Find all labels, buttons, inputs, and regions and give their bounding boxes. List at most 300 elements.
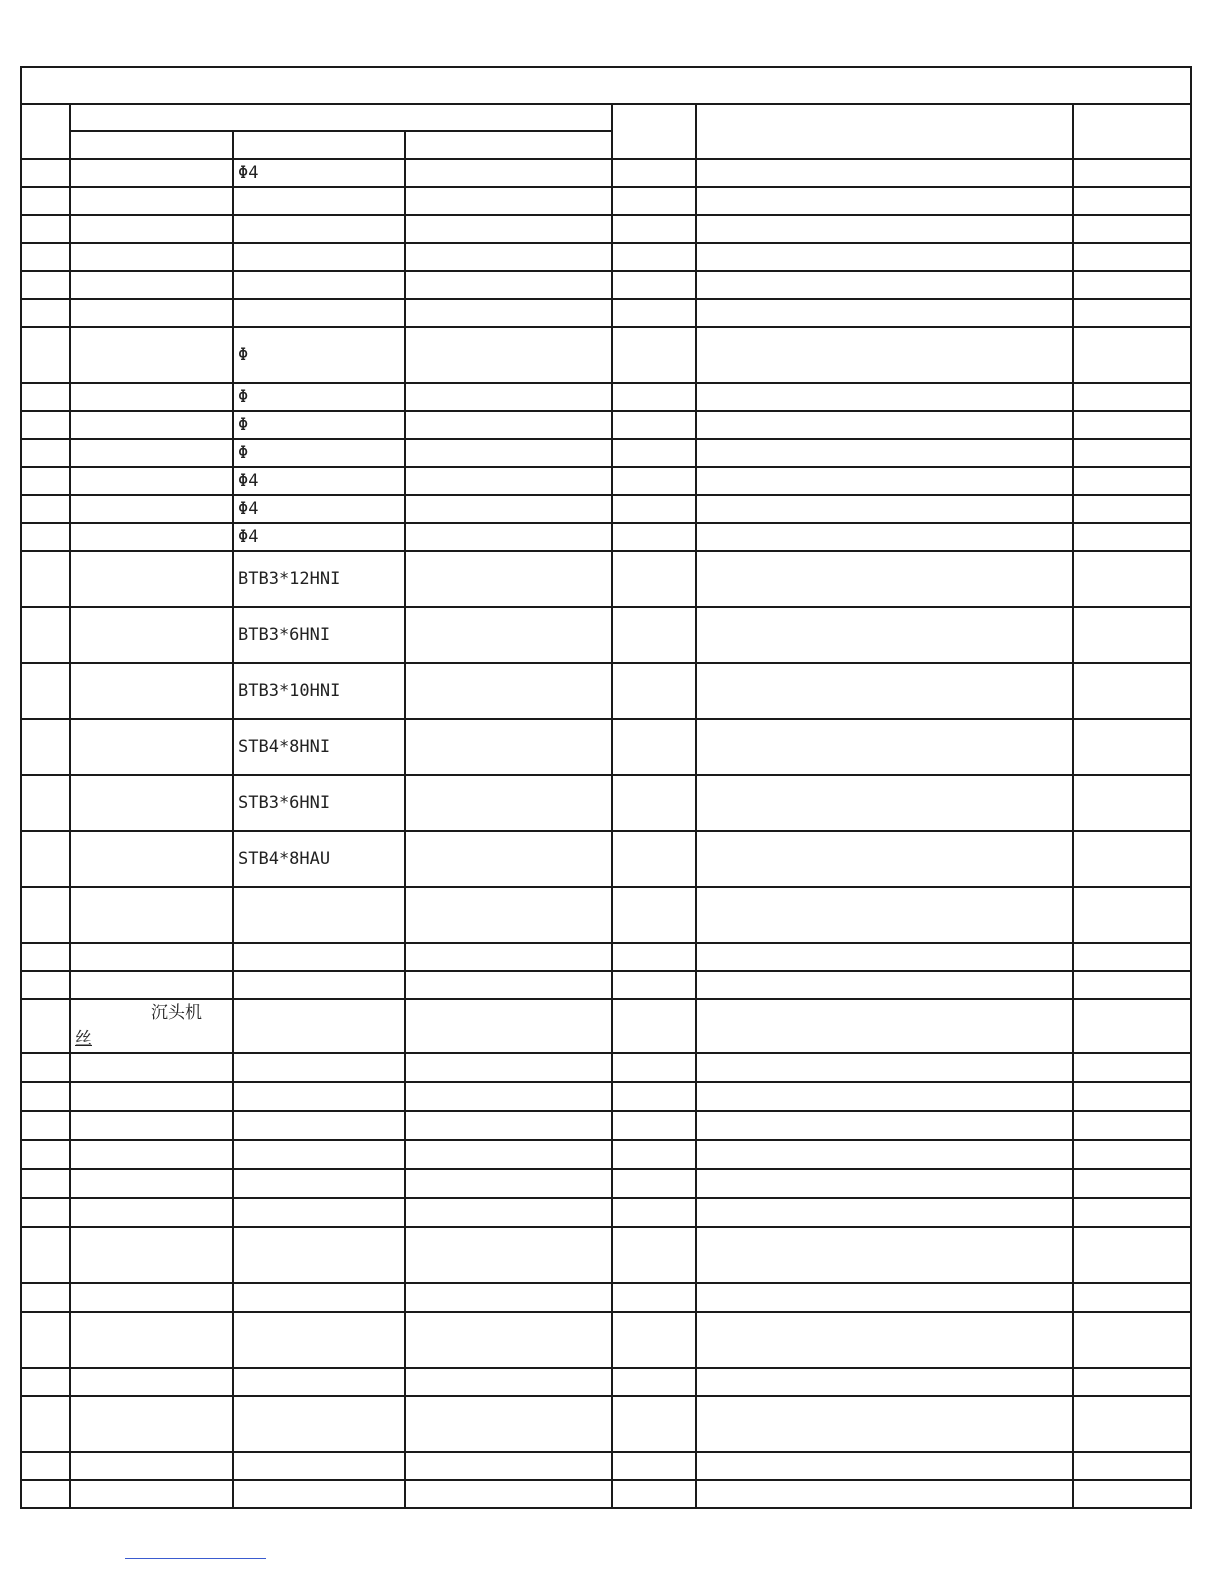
remark-cell (1073, 971, 1191, 999)
remark-cell (1073, 215, 1191, 243)
quantity-cell (612, 943, 696, 971)
table-row (21, 1312, 1191, 1368)
remark-cell (1073, 1480, 1191, 1508)
index-cell (21, 551, 70, 607)
material-cell (405, 1140, 612, 1169)
table-row (21, 1227, 1191, 1283)
name-cell (70, 215, 233, 243)
spec-cell: Φ4 (233, 159, 405, 187)
name-cell (70, 495, 233, 523)
quantity-cell (612, 1283, 696, 1312)
index-cell (21, 1480, 70, 1508)
remark-cell (1073, 383, 1191, 411)
name-cell (70, 607, 233, 663)
name-cell (70, 1198, 233, 1227)
spec-cell (233, 1480, 405, 1508)
usage-cell (696, 551, 1073, 607)
material-cell (405, 439, 612, 467)
header-material-cell (405, 131, 612, 159)
spec-cell: Φ4 (233, 495, 405, 523)
usage-cell (696, 1283, 1073, 1312)
header-group-cell (70, 104, 612, 131)
usage-cell (696, 1312, 1073, 1368)
remark-cell (1073, 1312, 1191, 1368)
material-cell (405, 159, 612, 187)
index-cell (21, 1082, 70, 1111)
index-cell (21, 1111, 70, 1140)
index-cell (21, 159, 70, 187)
material-cell (405, 551, 612, 607)
spec-cell (233, 1452, 405, 1480)
material-cell (405, 1227, 612, 1283)
header-usage-cell (696, 104, 1073, 159)
spec-cell (233, 271, 405, 299)
material-cell (405, 1368, 612, 1396)
remark-cell (1073, 1082, 1191, 1111)
usage-cell (696, 299, 1073, 327)
table-row (21, 999, 1191, 1053)
table-row (21, 943, 1191, 971)
table-row (21, 719, 1191, 775)
usage-cell (696, 831, 1073, 887)
quantity-cell (612, 523, 696, 551)
material-cell (405, 243, 612, 271)
quantity-cell (612, 1082, 696, 1111)
remark-cell (1073, 607, 1191, 663)
table-row (21, 495, 1191, 523)
quantity-cell (612, 383, 696, 411)
index-cell (21, 411, 70, 439)
spec-cell: Φ (233, 383, 405, 411)
index-cell (21, 439, 70, 467)
index-cell (21, 1053, 70, 1082)
name-cell (70, 943, 233, 971)
usage-cell (696, 439, 1073, 467)
index-cell (21, 299, 70, 327)
table-row (21, 187, 1191, 215)
table-row (21, 663, 1191, 719)
index-cell (21, 1312, 70, 1368)
usage-cell (696, 663, 1073, 719)
remark-cell (1073, 299, 1191, 327)
name-cell (70, 187, 233, 215)
usage-cell (696, 1227, 1073, 1283)
name-cell (70, 159, 233, 187)
table-title-cell (21, 67, 1191, 104)
quantity-cell (612, 999, 696, 1053)
material-cell (405, 999, 612, 1053)
header-quantity-cell (612, 104, 696, 159)
name-cell (70, 327, 233, 383)
name-cell (70, 1140, 233, 1169)
remark-cell (1073, 663, 1191, 719)
remark-cell (1073, 719, 1191, 775)
quantity-cell (612, 215, 696, 243)
spec-cell: Φ4 (233, 467, 405, 495)
quantity-cell (612, 299, 696, 327)
usage-cell (696, 383, 1073, 411)
usage-cell (696, 159, 1073, 187)
quantity-cell (612, 1140, 696, 1169)
quantity-cell (612, 411, 696, 439)
spec-cell (233, 215, 405, 243)
index-cell (21, 719, 70, 775)
material-cell (405, 1396, 612, 1452)
table-row (21, 1480, 1191, 1508)
material-cell (405, 523, 612, 551)
spec-cell: STB4*8HAU (233, 831, 405, 887)
name-cell (70, 271, 233, 299)
index-cell (21, 495, 70, 523)
material-cell (405, 1082, 612, 1111)
quantity-cell (612, 551, 696, 607)
material-cell (405, 1480, 612, 1508)
name-cell (70, 1111, 233, 1140)
spec-cell (233, 1198, 405, 1227)
usage-cell (696, 775, 1073, 831)
name-line-1: 沉头机 (151, 1003, 202, 1023)
material-cell (405, 1169, 612, 1198)
quantity-cell (612, 1198, 696, 1227)
material-cell (405, 495, 612, 523)
usage-cell (696, 1198, 1073, 1227)
spec-cell (233, 1227, 405, 1283)
table-row (21, 971, 1191, 999)
material-cell (405, 271, 612, 299)
remark-cell (1073, 439, 1191, 467)
usage-cell (696, 1396, 1073, 1452)
header-spec-cell (233, 131, 405, 159)
index-cell (21, 243, 70, 271)
index-cell (21, 1227, 70, 1283)
spec-cell (233, 943, 405, 971)
remark-cell (1073, 1140, 1191, 1169)
remark-cell (1073, 243, 1191, 271)
remark-cell (1073, 1111, 1191, 1140)
index-cell (21, 1140, 70, 1169)
material-cell (405, 1198, 612, 1227)
name-cell (70, 299, 233, 327)
name-cell (70, 887, 233, 943)
usage-cell (696, 411, 1073, 439)
quantity-cell (612, 887, 696, 943)
spec-cell: Φ (233, 439, 405, 467)
material-cell (405, 607, 612, 663)
spec-cell (233, 1082, 405, 1111)
material-cell (405, 1312, 612, 1368)
name-cell (70, 719, 233, 775)
index-cell (21, 1396, 70, 1452)
material-cell (405, 887, 612, 943)
name-cell (70, 1480, 233, 1508)
usage-cell (696, 1368, 1073, 1396)
name-cell (70, 1169, 233, 1198)
usage-cell (696, 1140, 1073, 1169)
remark-cell (1073, 1227, 1191, 1283)
quantity-cell (612, 159, 696, 187)
spec-cell (233, 299, 405, 327)
spec-cell (233, 243, 405, 271)
usage-cell (696, 1111, 1073, 1140)
header-index-cell (21, 104, 70, 159)
material-cell (405, 327, 612, 383)
table-row (21, 439, 1191, 467)
name-cell (70, 1368, 233, 1396)
spec-cell: Φ (233, 411, 405, 439)
remark-cell (1073, 1368, 1191, 1396)
remark-cell (1073, 411, 1191, 439)
header-name-cell (70, 131, 233, 159)
usage-cell (696, 971, 1073, 999)
quantity-cell (612, 719, 696, 775)
table-row (21, 467, 1191, 495)
material-cell (405, 383, 612, 411)
spec-cell (233, 1140, 405, 1169)
table-row (21, 1169, 1191, 1198)
quantity-cell (612, 663, 696, 719)
remark-cell (1073, 775, 1191, 831)
usage-cell (696, 943, 1073, 971)
quantity-cell (612, 607, 696, 663)
material-cell (405, 1452, 612, 1480)
material-cell (405, 299, 612, 327)
index-cell (21, 383, 70, 411)
name-cell (70, 831, 233, 887)
usage-cell (696, 1082, 1073, 1111)
usage-cell (696, 1053, 1073, 1082)
table-row (21, 159, 1191, 187)
usage-cell (696, 719, 1073, 775)
spec-cell: Φ4 (233, 523, 405, 551)
quantity-cell (612, 1053, 696, 1082)
index-cell (21, 1198, 70, 1227)
remark-cell (1073, 831, 1191, 887)
spec-cell: BTB3*6HNI (233, 607, 405, 663)
name-cell (70, 1082, 233, 1111)
usage-cell (696, 1169, 1073, 1198)
table-row (21, 551, 1191, 607)
name-cell (70, 439, 233, 467)
usage-cell (696, 999, 1073, 1053)
table-row (21, 523, 1191, 551)
remark-cell (1073, 999, 1191, 1053)
name-cell (70, 1452, 233, 1480)
material-cell (405, 1111, 612, 1140)
index-cell (21, 327, 70, 383)
name-cell (70, 1396, 233, 1452)
table-row (21, 411, 1191, 439)
spec-cell (233, 1169, 405, 1198)
table-row (21, 1140, 1191, 1169)
usage-cell (696, 1480, 1073, 1508)
quantity-cell (612, 1312, 696, 1368)
quantity-cell (612, 831, 696, 887)
remark-cell (1073, 1283, 1191, 1312)
name-cell (70, 383, 233, 411)
quantity-cell (612, 1396, 696, 1452)
usage-cell (696, 1452, 1073, 1480)
usage-cell (696, 523, 1073, 551)
remark-cell (1073, 1169, 1191, 1198)
material-cell (405, 831, 612, 887)
table-row (21, 1053, 1191, 1082)
spec-cell (233, 887, 405, 943)
table-row (21, 215, 1191, 243)
table-row (21, 607, 1191, 663)
index-cell (21, 663, 70, 719)
remark-cell (1073, 943, 1191, 971)
name-cell (70, 523, 233, 551)
usage-cell (696, 187, 1073, 215)
index-cell (21, 1169, 70, 1198)
parts-table (20, 66, 1192, 1509)
table-row (21, 1368, 1191, 1396)
index-cell (21, 943, 70, 971)
quantity-cell (612, 1169, 696, 1198)
spec-cell: Φ (233, 327, 405, 383)
remark-cell (1073, 467, 1191, 495)
index-cell (21, 1283, 70, 1312)
material-cell (405, 1283, 612, 1312)
table-row (21, 243, 1191, 271)
usage-cell (696, 215, 1073, 243)
table-row (21, 1452, 1191, 1480)
remark-cell (1073, 271, 1191, 299)
name-cell (70, 775, 233, 831)
spec-cell: BTB3*12HNI (233, 551, 405, 607)
remark-cell (1073, 1396, 1191, 1452)
remark-cell (1073, 327, 1191, 383)
name-cell (70, 551, 233, 607)
name-line-2: 丝 (75, 1029, 92, 1049)
spec-cell (233, 999, 405, 1053)
spec-cell: STB3*6HNI (233, 775, 405, 831)
index-cell (21, 215, 70, 243)
remark-cell (1073, 523, 1191, 551)
footer-link-underline (125, 1558, 266, 1559)
quantity-cell (612, 467, 696, 495)
quantity-cell (612, 1227, 696, 1283)
name-cell (70, 971, 233, 999)
table-row (21, 775, 1191, 831)
index-cell (21, 831, 70, 887)
usage-cell (696, 887, 1073, 943)
quantity-cell (612, 971, 696, 999)
spec-cell (233, 1312, 405, 1368)
material-cell (405, 215, 612, 243)
index-cell (21, 971, 70, 999)
spec-cell (233, 1396, 405, 1452)
spec-cell (233, 1053, 405, 1082)
quantity-cell (612, 495, 696, 523)
usage-cell (696, 243, 1073, 271)
index-cell (21, 607, 70, 663)
index-cell (21, 467, 70, 495)
index-cell (21, 1452, 70, 1480)
material-cell (405, 943, 612, 971)
usage-cell (696, 271, 1073, 299)
index-cell (21, 523, 70, 551)
quantity-cell (612, 1452, 696, 1480)
quantity-cell (612, 271, 696, 299)
remark-cell (1073, 887, 1191, 943)
table-row (21, 383, 1191, 411)
quantity-cell (612, 1368, 696, 1396)
remark-cell (1073, 187, 1191, 215)
name-cell (70, 1312, 233, 1368)
quantity-cell (612, 439, 696, 467)
material-cell (405, 411, 612, 439)
usage-cell (696, 467, 1073, 495)
name-cell (70, 1227, 233, 1283)
table-row (21, 271, 1191, 299)
quantity-cell (612, 1111, 696, 1140)
usage-cell (696, 607, 1073, 663)
spec-cell (233, 187, 405, 215)
name-cell (70, 1053, 233, 1082)
table-row (21, 1111, 1191, 1140)
spec-cell: STB4*8HNI (233, 719, 405, 775)
name-cell (70, 663, 233, 719)
remark-cell (1073, 159, 1191, 187)
name-cell (70, 243, 233, 271)
quantity-cell (612, 775, 696, 831)
index-cell (21, 271, 70, 299)
spec-cell (233, 1111, 405, 1140)
spec-cell (233, 1283, 405, 1312)
name-cell (70, 999, 233, 1053)
spec-cell (233, 971, 405, 999)
remark-cell (1073, 1198, 1191, 1227)
table-row (21, 1082, 1191, 1111)
name-cell (70, 411, 233, 439)
name-cell (70, 467, 233, 495)
index-cell (21, 775, 70, 831)
spec-cell (233, 1368, 405, 1396)
remark-cell (1073, 1053, 1191, 1082)
index-cell (21, 1368, 70, 1396)
name-cell (70, 1283, 233, 1312)
table-row (21, 1283, 1191, 1312)
table-row (21, 327, 1191, 383)
material-cell (405, 1053, 612, 1082)
header-remark-cell (1073, 104, 1191, 159)
quantity-cell (612, 187, 696, 215)
quantity-cell (612, 1480, 696, 1508)
material-cell (405, 719, 612, 775)
index-cell (21, 187, 70, 215)
quantity-cell (612, 243, 696, 271)
quantity-cell (612, 327, 696, 383)
material-cell (405, 467, 612, 495)
table-row (21, 887, 1191, 943)
material-cell (405, 663, 612, 719)
index-cell (21, 887, 70, 943)
spec-cell: BTB3*10HNI (233, 663, 405, 719)
table-row (21, 831, 1191, 887)
table-row (21, 1198, 1191, 1227)
table-row (21, 299, 1191, 327)
index-cell (21, 999, 70, 1053)
usage-cell (696, 327, 1073, 383)
remark-cell (1073, 1452, 1191, 1480)
material-cell (405, 775, 612, 831)
material-cell (405, 971, 612, 999)
material-cell (405, 187, 612, 215)
remark-cell (1073, 551, 1191, 607)
table-row (21, 1396, 1191, 1452)
remark-cell (1073, 495, 1191, 523)
